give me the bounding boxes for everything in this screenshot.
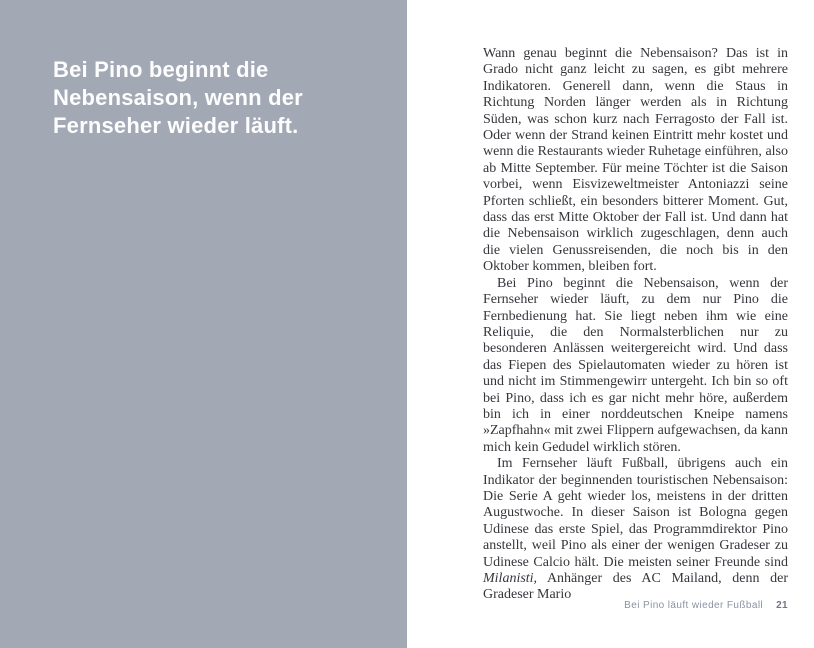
paragraph-text: Anhänger des AC Mailand, denn der Gradeser Mario	[483, 571, 788, 603]
chapter-heading-line: Fernseher wieder läuft.	[53, 113, 299, 138]
body-paragraph: Bei Pino beginnt die Nebensaison, wenn der Fernseher wieder läuft, zu dem nur Pino die Fernbedienung hat. Sie liegt neben ihm wie eine Reliquie, die den Normalsterblichen nur zu besonderen Anlässen weitergereicht wird. Und dass das Fiepen des Spielautomaten wieder zu hören ist und nicht im Stimmengewirr untergeht. Ich bin so oft bei Pino, dass ich es gar nicht mehr höre, außerdem bin ich in einer norddeutschen Kneipe namens »Zapfhahn« mit zwei Flippern aufgewachsen, da kann mich kein Gedudel wirklich stören.	[483, 275, 788, 455]
running-title: Bei Pino läuft wieder Fußball	[624, 600, 764, 611]
body-paragraph: Wann genau beginnt die Nebensaison? Das ist in Grado nicht ganz leicht zu sagen, es gibt mehrere Indikatoren. Generell dann, wenn die Staus in Richtung Norden länger werden als in Richtung Süden, was schon kurz nach Ferragosto der Fall ist. Oder wenn der Strand keinen Eintritt mehr kostet und wenn die Restaurants wieder Ruhetage einführen, also ab Mitte September. Für meine Töchter ist die Saison vorbei, wenn Eisvizeweltmeister Antoniazzi seine Pforten schließt, ein besonders bitterer Moment. Gut, dass das erst Mitte Oktober der Fall ist. Und dann hat die Nebensaison wirklich zugeschlagen, denn auch die vielen Genussreisenden, die noch bis in den Oktober kommen, bleiben fort.	[483, 46, 788, 275]
paragraph-text: Im Fernseher läuft Fußball, übrigens auch ein Indikator der beginnenden touristischen Nebensaison: Die Serie A geht wieder los, meistens in der dritten Augustwoche. In dieser Saison ist Bologna gegen Udinese das erste Spiel, das Programmdirektor Pino anstellt, weil Pino als einer der wenigen Gradeser zu Udinese Calcio hält. Die meisten seiner Freunde sind	[483, 456, 788, 570]
paragraph-text-italic: Milanisti,	[483, 571, 538, 586]
chapter-heading	[53, 56, 363, 140]
body-text-column	[483, 46, 788, 604]
chapter-heading-line: Bei Pino beginnt die	[53, 57, 269, 82]
body-paragraph	[483, 456, 788, 604]
text-page	[407, 0, 814, 648]
page-number: 21	[776, 600, 788, 611]
chapter-heading-line: Nebensaison, wenn der	[53, 85, 303, 110]
page-footer	[483, 600, 788, 611]
